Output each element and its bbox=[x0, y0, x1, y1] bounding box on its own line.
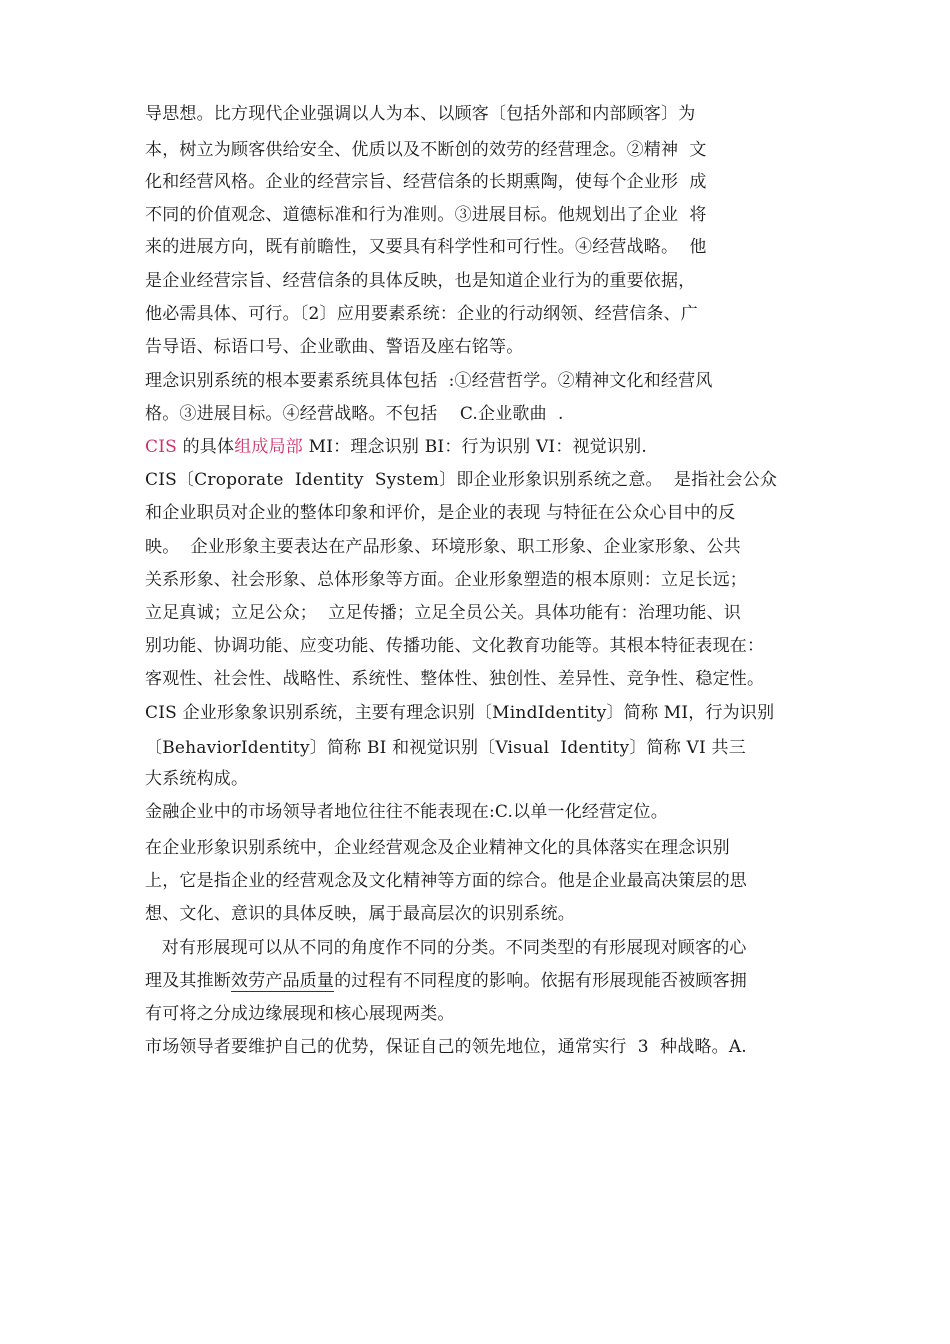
cis-components-line bbox=[145, 436, 647, 458]
text-line: 别功能、协调功能、应变功能、传播功能、文化教育功能等。其根本特征表现在： bbox=[145, 636, 765, 656]
text-line: 本，树立为顾客供给安全、优质以及不断创的效劳的经营理念。②精神 文 bbox=[145, 140, 707, 160]
text-span: 的具体 bbox=[176, 437, 235, 457]
text-line: 来的进展方向，既有前瞻性，又要具有科学性和可行性。④经营战略。 他 bbox=[145, 237, 707, 257]
text-span: 理及其推断 bbox=[145, 971, 231, 991]
text-line: 〔BehaviorIdentity〕简称 BI 和视觉识别〔Visual Identity〕简称 VI 共三 bbox=[145, 738, 746, 758]
text-span: MI：理念识别 BI：行为识别 VI：视觉识别. bbox=[303, 437, 647, 457]
text-line: CIS 企业形象象识别系统，主要有理念识别〔MindIdentity〕简称 MI，行为识别 bbox=[145, 703, 775, 723]
text-line: 他必需具体、可行。〔2〕应用要素系统：企业的行动纲领、经营信条、广 bbox=[145, 304, 698, 324]
underlined-phrase: 效劳产品质量 bbox=[231, 971, 335, 991]
text-line: 客观性、社会性、战略性、系统性、整体性、独创性、差异性、竞争性、稳定性。 bbox=[145, 669, 765, 689]
text-line: 对有形展现可以从不同的角度作不同的分类。不同类型的有形展现对顾客的心 bbox=[145, 938, 747, 958]
text-line: 市场领导者要维护自己的优势，保证自己的领先地位，通常实行 3 种战略。A. bbox=[145, 1037, 747, 1057]
text-line: 金融企业中的市场领导者地位往往不能表现在:C.以单一化经营定位。 bbox=[145, 802, 668, 822]
text-line: 理念识别系统的根本要素系统具体包括 :①经营哲学。②精神文化和经营风 bbox=[145, 371, 713, 391]
text-line: 大系统构成。 bbox=[145, 769, 249, 789]
text-line: 是企业经营宗旨、经营信条的具体反映，也是知道企业行为的重要依据， bbox=[145, 271, 696, 291]
text-line: 在企业形象识别系统中，企业经营观念及企业精神文化的具体落实在理念识别 bbox=[145, 838, 730, 858]
text-line: CIS〔Croporate Identity System〕即企业形象识别系统之意。 是指社会公众 bbox=[145, 470, 778, 490]
text-line: 立足真诚；立足公众； 立足传播；立足全员公关。具体功能有：治理功能、识 bbox=[145, 603, 742, 623]
text-line: 有可将之分成边缘展现和核心展现两类。 bbox=[145, 1004, 455, 1024]
tangible-evidence-line bbox=[145, 970, 747, 992]
text-line: 格。③进展目标。④经营战略。不包括 C.企业歌曲 . bbox=[145, 404, 564, 424]
text-line: 告导语、标语口号、企业歌曲、警语及座右铭等。 bbox=[145, 337, 524, 357]
text-line: 不同的价值观念、道德标准和行为准则。③进展目标。他规划出了企业 将 bbox=[145, 205, 707, 225]
text-line: 上，它是指企业的经营观念及文化精神等方面的综合。他是企业最高决策层的思 bbox=[145, 871, 747, 891]
text-line: 导思想。比方现代企业强调以人为本、以顾客〔包括外部和内部顾客〕为 bbox=[145, 104, 696, 124]
cis-highlight: CIS bbox=[145, 437, 177, 457]
components-highlight: 组成局部 bbox=[234, 437, 303, 457]
text-line: 化和经营风格。企业的经营宗旨、经营信条的长期熏陶，使每个企业形 成 bbox=[145, 172, 707, 192]
text-line: 映。 企业形象主要表达在产品形象、环境形象、职工形象、企业家形象、公共 bbox=[145, 537, 742, 557]
text-span: 的过程有不同程度的影响。依据有形展现能否被顾客拥 bbox=[334, 971, 748, 991]
text-line: 想、文化、意识的具体反映，属于最高层次的识别系统。 bbox=[145, 904, 575, 924]
text-line: 关系形象、社会形象、总体形象等方面。企业形象塑造的根本原则：立足长远； bbox=[145, 570, 747, 590]
text-line: 和企业职员对企业的整体印象和评价，是企业的表现 与特征在公众心目中的反 bbox=[145, 503, 736, 523]
